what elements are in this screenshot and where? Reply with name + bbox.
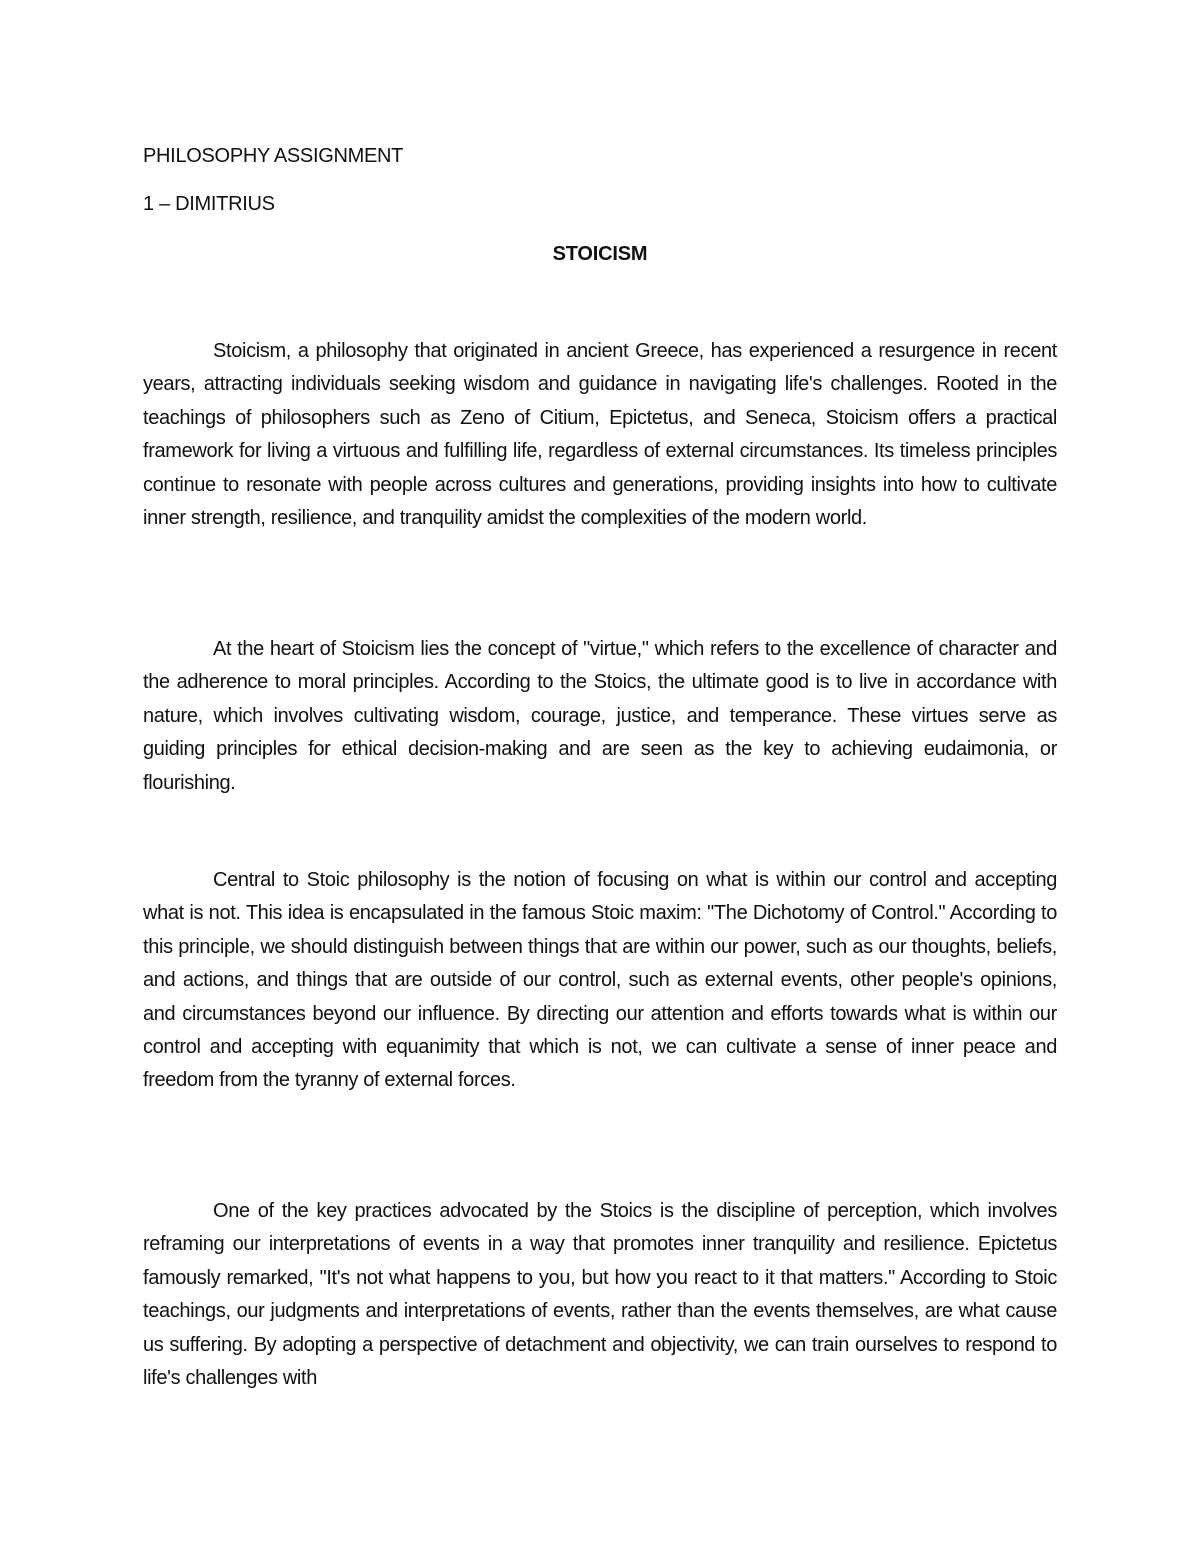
paragraph-virtue: At the heart of Stoicism lies the concept of "virtue," which refers to the excellence of character and the adherence to moral principles. According to the Stoics, the ultimate good is to live in accordance with nature, which involves cultivating wisdom, courage, justice, and temperance. These virtues serve as guiding principles for ethical decision-making and are seen as the key to achieving eudaimonia, or flourishing. bbox=[143, 638, 1057, 794]
paragraph-dichotomy-of-control: Central to Stoic philosophy is the notion of focusing on what is within our control and accepting what is not. This idea is encapsulated in the famous Stoic maxim: "The Dichotomy of Control." According to this principle, we should distinguish between things that are within our power, such as our thoughts, beliefs, and actions, and things that are outside of our control, such as external events, other people's opinions, and circumstances beyond our influence. By directing our attention and efforts towards what is within our control and accepting with equanimity that which is not, we can cultivate a sense of inner peace and freedom from the tyranny of external forces. bbox=[143, 869, 1057, 1092]
author-line: 1 – DIMITRIUS bbox=[143, 193, 275, 215]
paragraph-discipline-of-perception: One of the key practices advocated by the Stoics is the discipline of perception, which involves reframing our interpretations of events in a way that promotes inner tranquility and resilience. Epictetus famously remarked, "It's not what happens to you, but how you react to it that matters." According to Stoic teachings, our judgments and interpretations of events, rather than the events themselves, are what cause us suffering. By adopting a perspective of detachment and objectivity, we can train ourselves to respond to life's challenges with bbox=[143, 1200, 1057, 1390]
assignment-heading: PHILOSOPHY ASSIGNMENT bbox=[143, 145, 404, 167]
document-title: STOICISM bbox=[552, 243, 648, 265]
paragraph-introduction: Stoicism, a philosophy that originated in ancient Greece, has experienced a resurgence in recent years, attracting individuals seeking wisdom and guidance in navigating life's challenges. Rooted in the teachings of philosophers such as Zeno of Citium, Epictetus, and Seneca, Stoicism offers a practical framework for living a virtuous and fulfilling life, regardless of external circumstances. Its timeless principles continue to resonate with people across cultures and generations, providing insights into how to cultivate inner strength, resilience, and tranquility amidst the complexities of the modern world. bbox=[143, 340, 1057, 530]
